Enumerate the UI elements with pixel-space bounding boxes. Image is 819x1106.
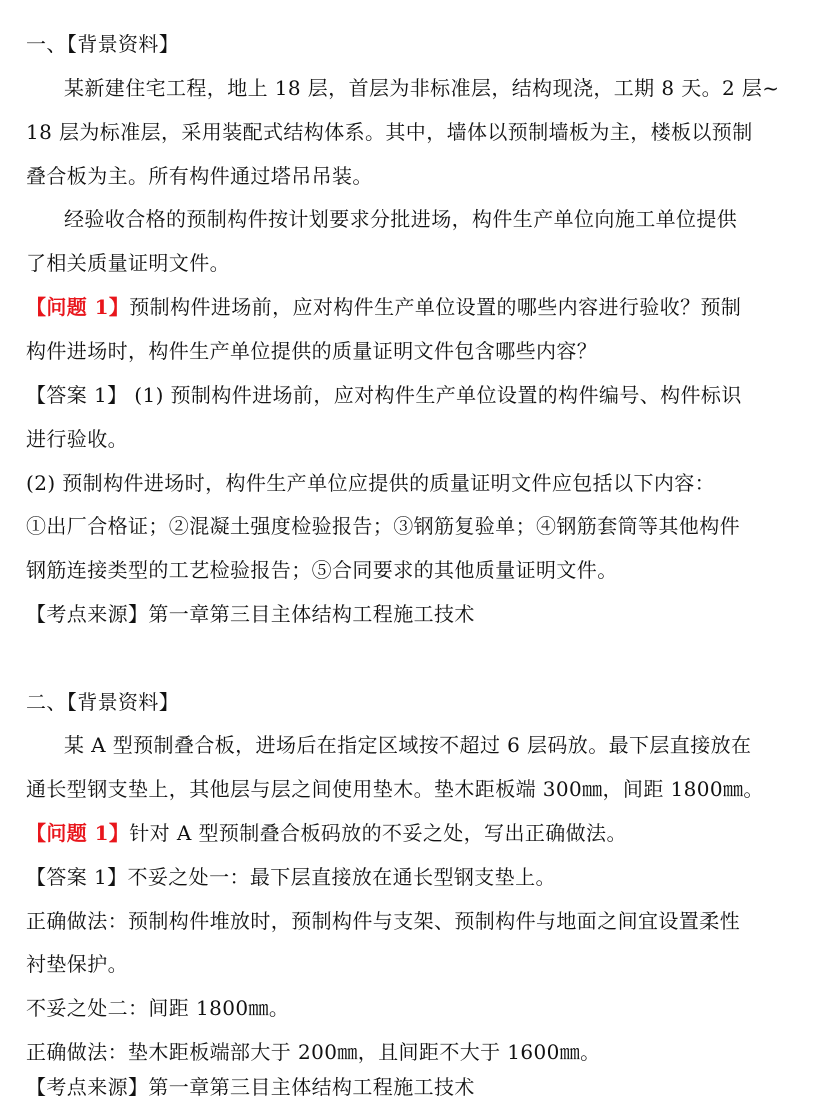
section1-answer-line-4: ①出厂合格证；②混凝土强度检验报告；③钢筋复验单；④钢筋套筒等其他构件 [26,514,740,538]
section2-question-tag: 【问题 1】 [26,821,130,845]
section1-heading: 一、【背景资料】 [26,32,180,56]
section2-answer-line-2: 正确做法：预制构件堆放时，预制构件与支架、预制构件与地面之间宜设置柔性 [26,909,740,933]
section1-question-tag: 【问题 1】 [26,295,130,319]
section2-heading: 二、【背景资料】 [26,690,180,714]
section1-answer-line-1: 【答案 1】 (1) 预制构件进场前，应对构件生产单位设置的构件编号、构件标识 [26,383,742,407]
section2-answer-line-1: 【答案 1】不妥之处一：最下层直接放在通长型钢支垫上。 [26,865,556,889]
section1-question-text-1: 预制构件进场前，应对构件生产单位设置的哪些内容进行验收？预制 [129,295,742,319]
section1-source: 【考点来源】第一章第三目主体结构工程施工技术 [26,602,475,626]
section1-answer-line-2: 进行验收。 [26,427,128,451]
section2-background-line-1: 某 A 型预制叠合板，进场后在指定区域按不超过 6 层码放。最下层直接放在 [64,733,752,757]
section2-answer-line-5: 正确做法：垫木距板端部大于 200㎜，且间距不大于 1600㎜。 [26,1040,601,1064]
section2-source: 【考点来源】第一章第三目主体结构工程施工技术 [26,1075,475,1099]
section2-question [0,819,819,847]
section1-question-line-2: 构件进场时，构件生产单位提供的质量证明文件包含哪些内容？ [26,339,598,363]
section1-background-line-1: 某新建住宅工程，地上 18 层，首层为非标准层，结构现浇，工期 8 天。2 层~ [64,76,780,100]
section2-answer-line-4: 不妥之处二：间距 1800㎜。 [26,996,290,1020]
section1-answer-line-5: 钢筋连接类型的工艺检验报告；⑤合同要求的其他质量证明文件。 [26,558,618,582]
section1-background-line-3: 叠合板为主。所有构件通过塔吊吊装。 [26,164,373,188]
section1-background-line-4: 经验收合格的预制构件按计划要求分批进场，构件生产单位向施工单位提供 [64,207,738,231]
section2-question-text: 针对 A 型预制叠合板码放的不妥之处，写出正确做法。 [129,821,627,845]
section2-background-line-2: 通长型钢支垫上，其他层与层之间使用垫木。垫木距板端 300㎜，间距 1800㎜。 [26,777,764,801]
section1-answer-line-3: (2) 预制构件进场时，构件生产单位应提供的质量证明文件应包括以下内容： [26,471,716,495]
section1-question [0,293,819,321]
section1-background-line-5: 了相关质量证明文件。 [26,251,230,275]
section2-answer-line-3: 衬垫保护。 [26,952,128,976]
section1-background-line-2: 18 层为标准层，采用装配式结构体系。其中，墙体以预制墙板为主，楼板以预制 [26,120,753,144]
